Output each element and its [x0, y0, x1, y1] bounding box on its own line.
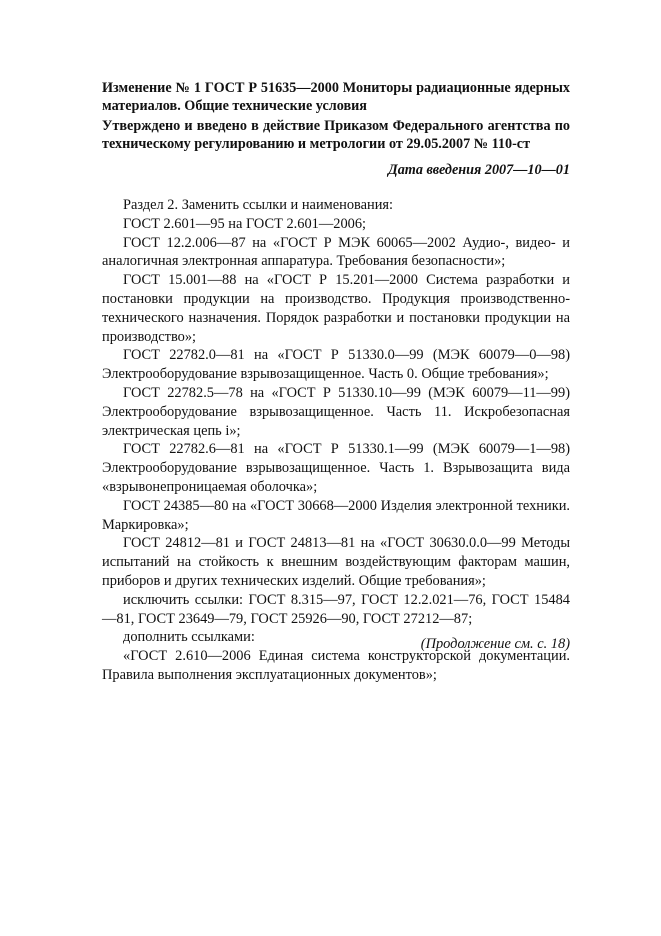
body-paragraph: ГОСТ 22782.0—81 на «ГОСТ Р 51330.0—99 (МЭК 60079—0—98) Электрооборудование взрывозащищенное. Часть 0. Общие требования»;	[102, 347, 570, 383]
amendment-body	[102, 196, 570, 685]
body-paragraph: ГОСТ 2.601—95 на ГОСТ 2.601—2006;	[123, 215, 367, 232]
effective-date: Дата введения 2007—10—01	[388, 162, 570, 178]
body-paragraph: ГОСТ 22782.5—78 на «ГОСТ Р 51330.10—99 (МЭК 60079—11—99) Электрооборудование взрывозащищенное. Часть 11. Искробезопасная электрическая цепь i»;	[102, 384, 570, 439]
body-paragraph: ГОСТ 24385—80 на «ГОСТ 30668—2000 Изделия электронной техники. Маркировка»;	[102, 497, 570, 533]
amendment-title: Изменение № 1 ГОСТ Р 51635—2000 Мониторы радиационные ядерных материалов. Общие технические условия	[102, 80, 570, 114]
body-paragraph: ГОСТ 24812—81 и ГОСТ 24813—81 на «ГОСТ 30630.0.0—99 Методы испытаний на стойкость к внешним воздействующим факторам машин, приборов и других технических изделий. Общие требования»;	[102, 535, 570, 589]
approval-statement: Утверждено и введено в действие Приказом Федерального агентства по техническому регулированию и метрологии от 29.05.2007 № 110-ст	[102, 118, 570, 152]
body-paragraph: ГОСТ 15.001—88 на «ГОСТ Р 15.201—2000 Система разработки и постановки продукции на производство. Продукция производственно-технического назначения. Порядок разработки и постановки продукции на производство»;	[102, 272, 570, 345]
continuation-note: (Продолжение см. с. 18)	[420, 636, 570, 652]
body-paragraph: ГОСТ 12.2.006—87 на «ГОСТ Р МЭК 60065—2002 Аудио-, видео- и аналогичная электронная аппаратура. Требования безопасности»;	[102, 234, 570, 270]
body-paragraph: ГОСТ 22782.6—81 на «ГОСТ Р 51330.1—99 (МЭК 60079—1—98) Электрооборудование взрывозащищенное. Часть 1. Взрывозащита вида «взрывонепроницаемая оболочка»;	[102, 441, 570, 495]
body-paragraph: дополнить ссылками:	[123, 629, 255, 646]
body-paragraph: исключить ссылки: ГОСТ 8.315—97, ГОСТ 12.2.021—76, ГОСТ 15484—81, ГОСТ 23649—79, ГОСТ 25926—90, ГОСТ 27212—87;	[102, 591, 570, 627]
body-paragraph: Раздел 2. Заменить ссылки и наименования:	[123, 197, 394, 213]
body-paragraph: «ГОСТ 2.610—2006 Единая система конструкторской документации. Правила выполнения эксплуатационных документов»;	[102, 648, 570, 683]
